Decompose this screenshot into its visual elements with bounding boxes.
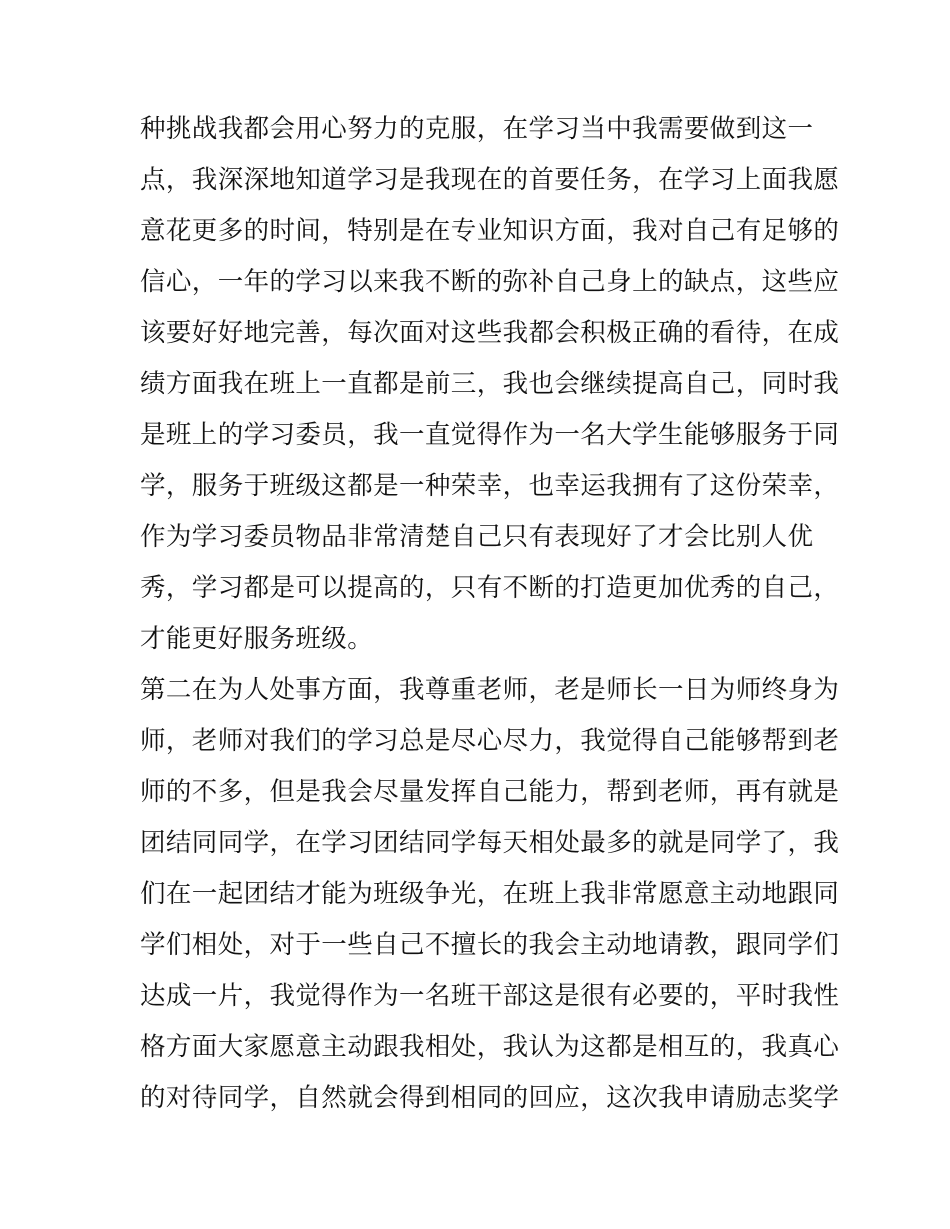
text-line: 团结同同学，在学习团结同学每天相处最多的就是同学了，我	[140, 828, 840, 858]
text-line: 达成一片，我觉得作为一名班干部这是很有必要的，平时我性	[140, 981, 840, 1011]
text-line: 学，服务于班级这都是一种荣幸，也幸运我拥有了这份荣幸，	[140, 471, 840, 501]
text-line: 师，老师对我们的学习总是尽心尽力，我觉得自己能够帮到老	[140, 726, 840, 756]
text-line: 学们相处，对于一些自己不擅长的我会主动地请教，跟同学们	[140, 930, 840, 960]
text-line: 格方面大家愿意主动跟我相处，我认为这都是相互的，我真心	[140, 1032, 840, 1062]
text-line: 们在一起团结才能为班级争光，在班上我非常愿意主动地跟同	[140, 879, 840, 909]
text-line: 意花更多的时间，特别是在专业知识方面，我对自己有足够的	[140, 216, 840, 246]
text-line: 才能更好服务班级。	[140, 624, 374, 654]
text-line: 该要好好地完善，每次面对这些我都会积极正确的看待，在成	[140, 318, 840, 348]
text-line: 点，我深深地知道学习是我现在的首要任务，在学习上面我愿	[140, 165, 840, 195]
text-line: 的对待同学，自然就会得到相同的回应，这次我申请励志奖学	[140, 1083, 840, 1113]
text-line: 秀，学习都是可以提高的，只有不断的打造更加优秀的自己，	[140, 573, 840, 603]
text-line: 第二在为人处事方面，我尊重老师，老是师长一日为师终身为	[140, 675, 840, 705]
text-line: 作为学习委员物品非常清楚自己只有表现好了才会比别人优	[140, 522, 814, 552]
text-line: 是班上的学习委员，我一直觉得作为一名大学生能够服务于同	[140, 420, 840, 450]
body-text	[140, 104, 840, 1124]
text-line: 信心，一年的学习以来我不断的弥补自己身上的缺点，这些应	[140, 267, 840, 297]
text-line: 种挑战我都会用心努力的克服，在学习当中我需要做到这一	[140, 114, 814, 144]
text-line: 师的不多，但是我会尽量发挥自己能力，帮到老师，再有就是	[140, 777, 840, 807]
text-line: 绩方面我在班上一直都是前三，我也会继续提高自己，同时我	[140, 369, 840, 399]
